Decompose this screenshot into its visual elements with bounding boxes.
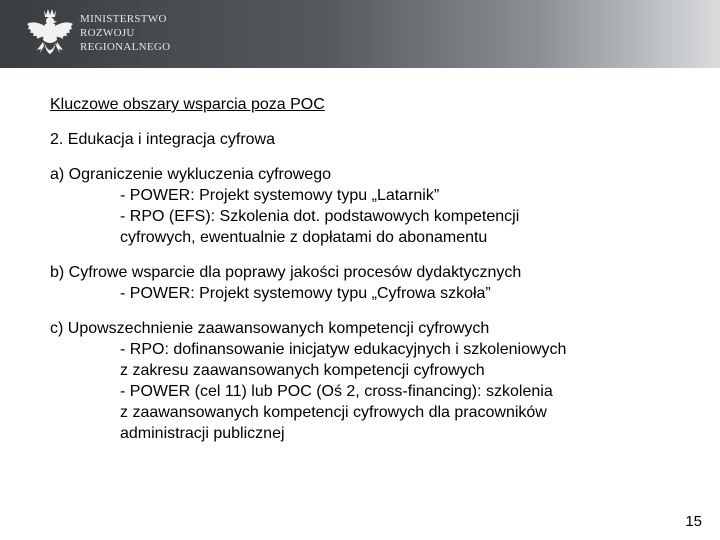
section-heading: a) Ograniczenie wykluczenia cyfrowego [50, 166, 332, 183]
header-bar [0, 0, 720, 68]
section-line: - RPO (EFS): Szkolenia dot. podstawowych kompetencji [120, 208, 520, 225]
section-line: - POWER: Projekt systemowy typu „Latarnik” [120, 187, 440, 204]
section-heading: c) Upowszechnienie zaawansowanych kompetencji cyfrowych [50, 320, 490, 337]
slide-content [50, 94, 700, 458]
ministry-name [80, 12, 170, 54]
section-line: administracji publicznej [120, 425, 285, 442]
page-number: 15 [685, 513, 702, 530]
ministry-line-3: REGIONALNEGO [80, 41, 171, 53]
slide-title: Kluczowe obszary wsparcia poza POC [50, 96, 325, 113]
section-line: z zaawansowanych kompetencji cyfrowych dla pracowników [120, 404, 547, 421]
slide-subtitle: 2. Edukacja i integracja cyfrowa [50, 131, 275, 148]
section-line: cyfrowych, ewentualnie z dopłatami do abonamentu [120, 229, 488, 246]
section-line: z zakresu zaawansowanych kompetencji cyfrowych [120, 362, 485, 379]
section-c [50, 318, 700, 444]
ministry-line-2: ROZWOJU [80, 27, 135, 39]
polish-eagle-emblem-icon [24, 6, 76, 62]
section-b [50, 262, 700, 304]
section-line: - POWER: Projekt systemowy typu „Cyfrowa szkoła” [120, 285, 491, 302]
section-a [50, 164, 700, 248]
section-line: - POWER (cel 11) lub POC (Oś 2, cross-financing): szkolenia [120, 383, 553, 400]
ministry-line-1: MINISTERSTWO [80, 13, 167, 25]
section-heading: b) Cyfrowe wsparcie dla poprawy jakości procesów dydaktycznych [50, 264, 522, 281]
section-line: - RPO: dofinansowanie inicjatyw edukacyjnych i szkoleniowych [120, 341, 567, 358]
